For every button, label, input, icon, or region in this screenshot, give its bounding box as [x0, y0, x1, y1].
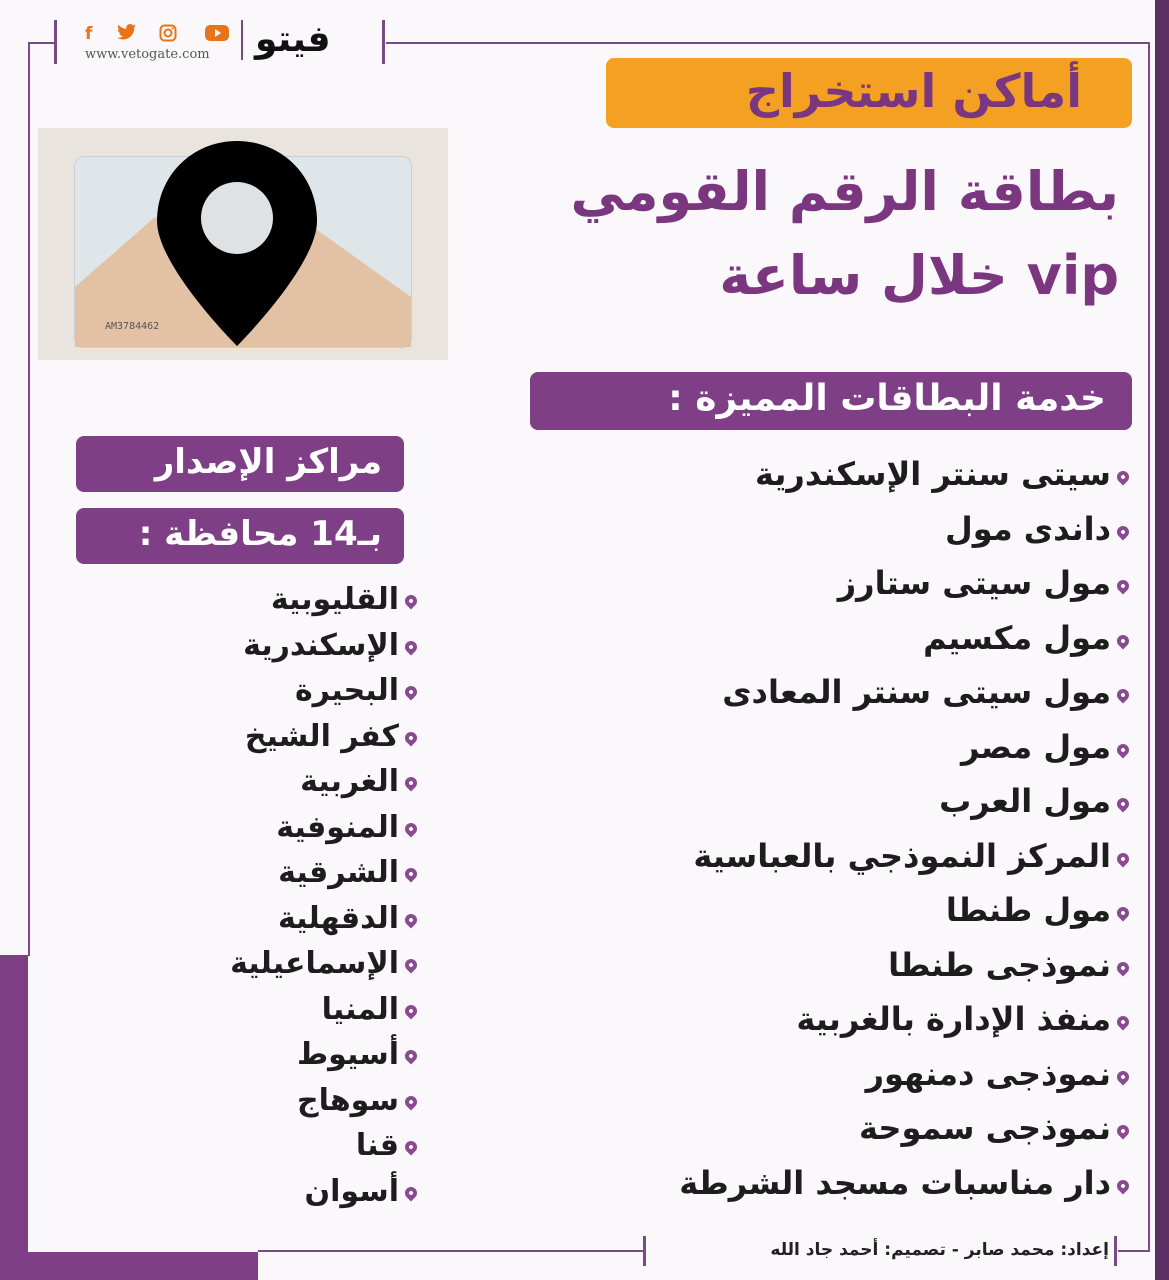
card-serial: AM3784462 — [105, 321, 160, 332]
twitter-icon[interactable] — [117, 24, 137, 45]
map-pin-icon — [1115, 469, 1132, 486]
map-pin-icon — [403, 638, 420, 655]
map-pin-icon — [403, 593, 420, 610]
map-pin-icon — [1115, 578, 1132, 595]
map-pin-icon — [1115, 1068, 1132, 1085]
list-item: سيتى سنتر الإسكندرية — [679, 454, 1129, 509]
issuance-centers-title: مراكز الإصدار — [154, 442, 382, 482]
facebook-icon[interactable]: f — [85, 24, 93, 44]
list-item: أسوان — [230, 1172, 417, 1218]
map-pin-icon — [403, 1093, 420, 1110]
instagram-icon[interactable] — [159, 24, 177, 47]
youtube-icon[interactable] — [205, 24, 229, 47]
frame-top-left — [28, 42, 54, 44]
frame-bottom-mid — [258, 1250, 643, 1252]
list-item: المنوفية — [230, 808, 417, 854]
map-pin-icon — [403, 911, 420, 928]
title-line-2: بطاقة الرقم القومي — [570, 160, 1119, 223]
map-pin-icon — [403, 775, 420, 792]
map-pin-icon — [403, 1184, 420, 1201]
list-item: مول طنطا — [679, 890, 1129, 945]
map-pin-icon — [1115, 1177, 1132, 1194]
list-item: نموذجى طنطا — [679, 945, 1129, 1000]
issuance-centers-header — [76, 436, 404, 492]
map-pin-icon — [403, 684, 420, 701]
list-item: البحيرة — [230, 671, 417, 717]
map-pin-icon — [403, 866, 420, 883]
map-pin-icon — [1115, 905, 1132, 922]
location-pin-icon — [152, 136, 322, 356]
footer-tick-left — [643, 1236, 646, 1266]
list-item: مول سيتى سنتر المعادى — [679, 672, 1129, 727]
header-divider — [241, 20, 243, 60]
governorates-list — [230, 580, 417, 1217]
map-pin-icon — [1115, 1014, 1132, 1031]
list-item: المركز النموذجي بالعباسية — [679, 836, 1129, 891]
premium-locations-list — [679, 454, 1129, 1217]
map-pin-icon — [1115, 741, 1132, 758]
corner-decoration — [0, 955, 28, 1280]
map-pin-icon — [1115, 687, 1132, 704]
frame-left — [28, 42, 30, 956]
map-pin-icon — [403, 729, 420, 746]
map-pin-icon — [1115, 1123, 1132, 1140]
map-pin-icon — [1115, 850, 1132, 867]
list-item: الإسكندرية — [230, 626, 417, 672]
site-url[interactable]: www.vetogate.com — [85, 47, 210, 62]
list-item: داندى مول — [679, 509, 1129, 564]
list-item: قنا — [230, 1126, 417, 1172]
list-item: الإسماعيلية — [230, 944, 417, 990]
list-item: الشرقية — [230, 853, 417, 899]
right-edge-strip — [1155, 0, 1169, 1280]
credits-footer: إعداد: محمد صابر - تصميم: أحمد جاد الله — [770, 1240, 1109, 1260]
map-pin-icon — [1115, 523, 1132, 540]
list-item: نموذجى سموحة — [679, 1108, 1129, 1163]
title-banner — [606, 58, 1132, 128]
map-pin-icon — [403, 1002, 420, 1019]
list-item: مول مصر — [679, 727, 1129, 782]
list-item: مول مكسيم — [679, 618, 1129, 673]
list-item: أسيوط — [230, 1035, 417, 1081]
list-item: دار مناسبات مسجد الشرطة — [679, 1163, 1129, 1218]
list-item: مول سيتى ستارز — [679, 563, 1129, 618]
vetogate-logo: فيتو — [255, 19, 331, 60]
map-pin-icon — [1115, 959, 1132, 976]
list-item: نموذجى دمنهور — [679, 1054, 1129, 1109]
list-item: مول العرب — [679, 781, 1129, 836]
governorates-count-header — [76, 508, 404, 564]
site-header — [55, 14, 385, 66]
list-item: منفذ الإدارة بالغربية — [679, 999, 1129, 1054]
frame-right — [1148, 42, 1150, 1252]
map-pin-icon — [1115, 796, 1132, 813]
list-item: المنيا — [230, 990, 417, 1036]
premium-service-title: خدمة البطاقات المميزة : — [668, 378, 1106, 419]
frame-bottom-right — [1118, 1250, 1150, 1252]
title-line-1: أماكن استخراج — [745, 64, 1082, 118]
map-pin-icon — [403, 957, 420, 974]
list-item: سوهاج — [230, 1081, 417, 1127]
map-pin-icon — [403, 820, 420, 837]
map-pin-icon — [403, 1048, 420, 1065]
list-item: الدقهلية — [230, 899, 417, 945]
title-line-3: vip خلال ساعة — [719, 244, 1119, 307]
id-card-photo — [38, 128, 448, 360]
map-pin-icon — [1115, 632, 1132, 649]
list-item: القليوبية — [230, 580, 417, 626]
frame-top-right — [386, 42, 1150, 44]
list-item: الغربية — [230, 762, 417, 808]
list-item: كفر الشيخ — [230, 717, 417, 763]
premium-service-header — [530, 372, 1132, 430]
footer-tick-right — [1114, 1236, 1117, 1266]
map-pin-icon — [403, 1139, 420, 1156]
governorates-count-title: بـ14 محافظة : — [138, 514, 382, 554]
bottom-decoration — [0, 1252, 258, 1280]
